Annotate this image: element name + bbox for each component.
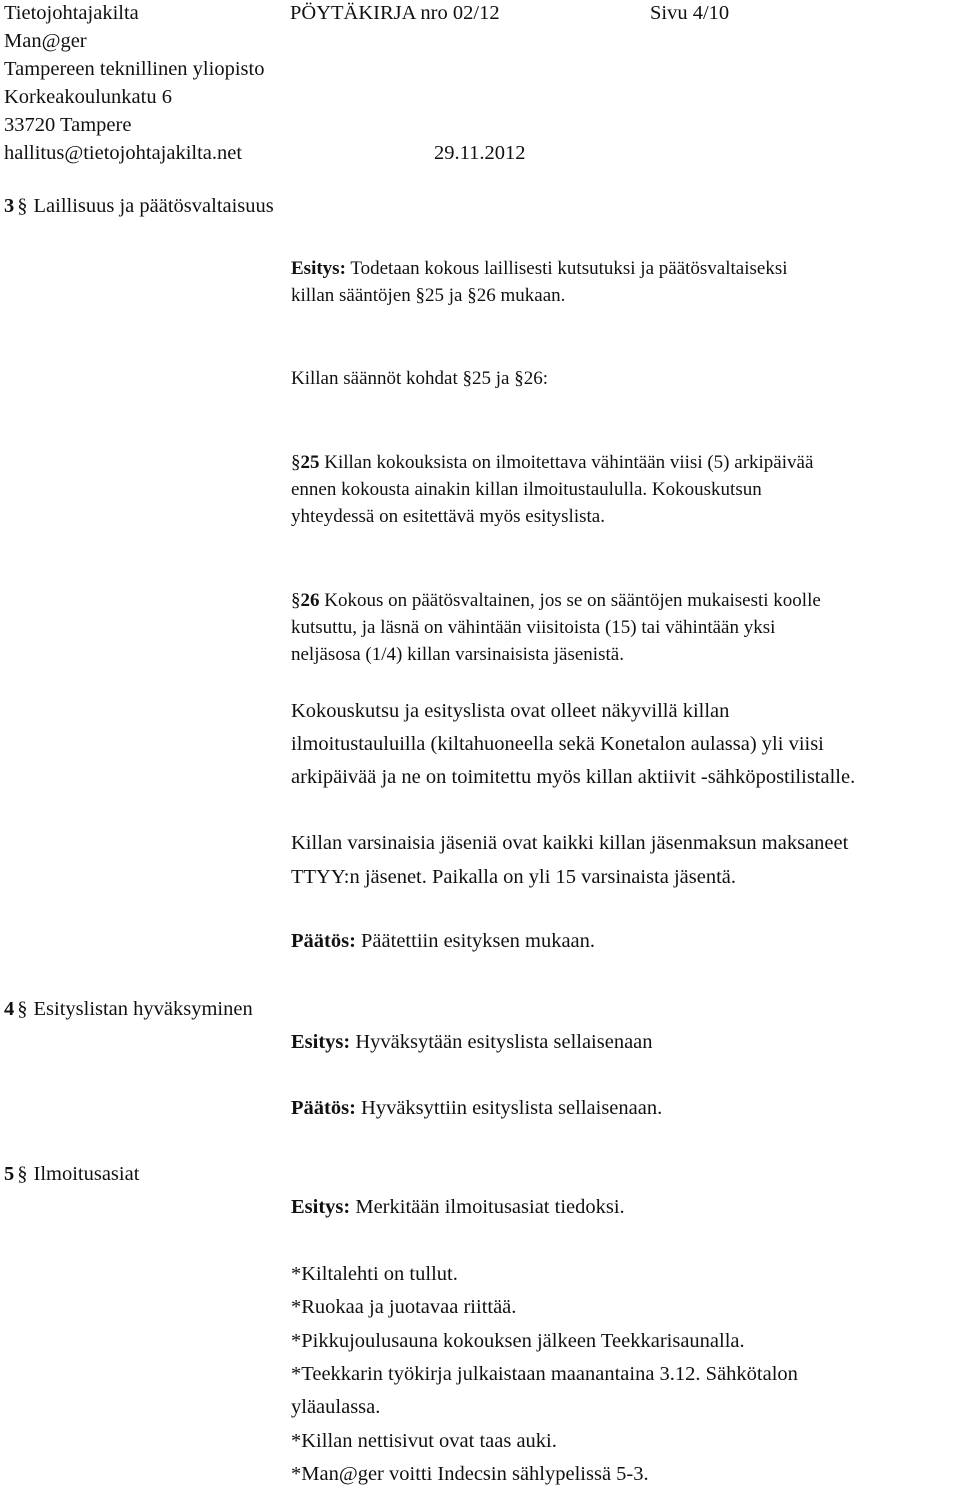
rules-intro-text: Killan säännöt kohdat <box>291 368 458 389</box>
esitys-label: Esitys: <box>291 258 346 279</box>
section-number: 4 <box>4 998 15 1020</box>
paatos-label: Päätös: <box>291 930 356 952</box>
esitys-text: 25 ja <box>425 285 463 306</box>
header-email: hallitus@tietojohtajakilta.net <box>4 142 243 164</box>
announcement-item: *Man@ger voitti Indecsin sählypelissä 5-3. <box>291 1463 649 1485</box>
esitys-label: Esitys: <box>291 1196 351 1218</box>
announcement-item: *Killan nettisivut ovat taas auki. <box>291 1430 557 1452</box>
rules-intro-text: 25 ja <box>472 368 510 389</box>
s3-para2-line2: TTYY:n jäsenet. Paikalla on yli 15 varsinaista jäsentä. <box>291 866 737 888</box>
section-symbol: § <box>467 285 477 306</box>
s3-esitys-line2 <box>291 285 565 307</box>
header-street: Korkeakoulunkatu 6 <box>4 86 172 108</box>
rule-25-line2: ennen kokousta ainakin killan ilmoitustaululla. Kokouskutsun <box>291 479 762 500</box>
esitys-text: 26 mukaan. <box>476 285 566 306</box>
section-title: Esityslistan hyväksyminen <box>33 998 253 1020</box>
rule-text: Kokous on päätösvaltainen, jos se on sääntöjen mukaisesti koolle <box>324 590 821 611</box>
s3-rules-intro <box>291 368 548 390</box>
section-symbol: § <box>291 452 301 473</box>
section-symbol: § <box>415 285 426 306</box>
announcement-item: yläaulassa. <box>291 1396 381 1418</box>
paatos-text: Hyväksyttiin esityslista sellaisenaan. <box>361 1097 663 1119</box>
s3-paatos <box>291 930 595 954</box>
esitys-text: Todetaan kokous laillisesti kutsutuksi ja päätösvaltaiseksi <box>350 258 788 279</box>
paatos-text: Päätettiin esityksen mukaan. <box>361 930 596 952</box>
paatos-label: Päätös: <box>291 1097 356 1119</box>
header-doc-title: PÖYTÄKIRJA nro 02/12 <box>290 2 500 24</box>
esitys-text: killan sääntöjen <box>291 285 411 306</box>
s3-esitys-line1 <box>291 258 788 280</box>
rule-26-line3: neljäsosa (1/4) killan varsinaisista jäsenistä. <box>291 644 624 665</box>
header-university: Tampereen teknillinen yliopisto <box>4 58 265 80</box>
announcement-item: *Pikkujoulusauna kokouksen jälkeen Teekkarisaunalla. <box>291 1330 745 1352</box>
section-symbol: § <box>17 998 28 1020</box>
header-city: 33720 Tampere <box>4 114 132 136</box>
section-5-heading <box>4 1163 139 1187</box>
section-symbol: § <box>17 1163 28 1185</box>
section-4-heading <box>4 998 253 1022</box>
section-symbol: § <box>462 368 472 389</box>
rule-25-line3: yhteydessä on esitettävä myös esityslista. <box>291 506 605 527</box>
section-symbol: § <box>17 195 28 217</box>
rule-26-line1 <box>291 590 821 612</box>
s3-para2-line1: Killan varsinaisia jäseniä ovat kaikki killan jäsenmaksun maksaneet <box>291 832 849 854</box>
header-org: Tietojohtajakilta <box>4 2 139 24</box>
header-page-number: Sivu 4/10 <box>650 2 730 24</box>
esitys-text: Merkitään ilmoitusasiat tiedoksi. <box>355 1196 625 1218</box>
rule-25-line1 <box>291 452 813 474</box>
header-org-short: Man@ger <box>4 30 87 52</box>
s3-para1-line2: ilmoitustauluilla (kiltahuoneella sekä Konetalon aulassa) yli viisi <box>291 733 824 755</box>
s3-para1-line1: Kokouskutsu ja esityslista ovat olleet näkyvillä killan <box>291 700 730 722</box>
s3-para1-line3: arkipäivää ja ne on toimitettu myös killan aktiivit -sähköpostilistalle. <box>291 766 856 788</box>
rule-number: 25 <box>300 452 320 473</box>
header-date: 29.11.2012 <box>434 142 526 164</box>
section-3-heading <box>4 195 274 219</box>
announcement-item: *Ruokaa ja juotavaa riittää. <box>291 1296 517 1318</box>
rules-intro-text: 26: <box>523 368 548 389</box>
section-symbol: § <box>514 368 524 389</box>
section-title: Laillisuus ja päätösvaltaisuus <box>33 195 274 217</box>
section-title: Ilmoitusasiat <box>33 1163 140 1185</box>
announcement-item: *Kiltalehti on tullut. <box>291 1263 458 1285</box>
rule-text: Killan kokouksista on ilmoitettava vähintään viisi (5) arkipäivää <box>324 452 814 473</box>
s4-esitys <box>291 1031 653 1055</box>
s5-esitys <box>291 1196 625 1220</box>
esitys-label: Esitys: <box>291 1031 351 1053</box>
s4-paatos <box>291 1097 662 1121</box>
announcement-item: *Teekkarin työkirja julkaistaan maanantaina 3.12. Sähkötalon <box>291 1363 798 1385</box>
rule-number: 26 <box>300 590 320 611</box>
section-symbol: § <box>291 590 301 611</box>
section-number: 3 <box>4 195 15 217</box>
esitys-text: Hyväksytään esityslista sellaisenaan <box>355 1031 653 1053</box>
section-number: 5 <box>4 1163 15 1185</box>
rule-26-line2: kutsuttu, ja läsnä on vähintään viisitoista (15) tai vähintään yksi <box>291 617 776 638</box>
